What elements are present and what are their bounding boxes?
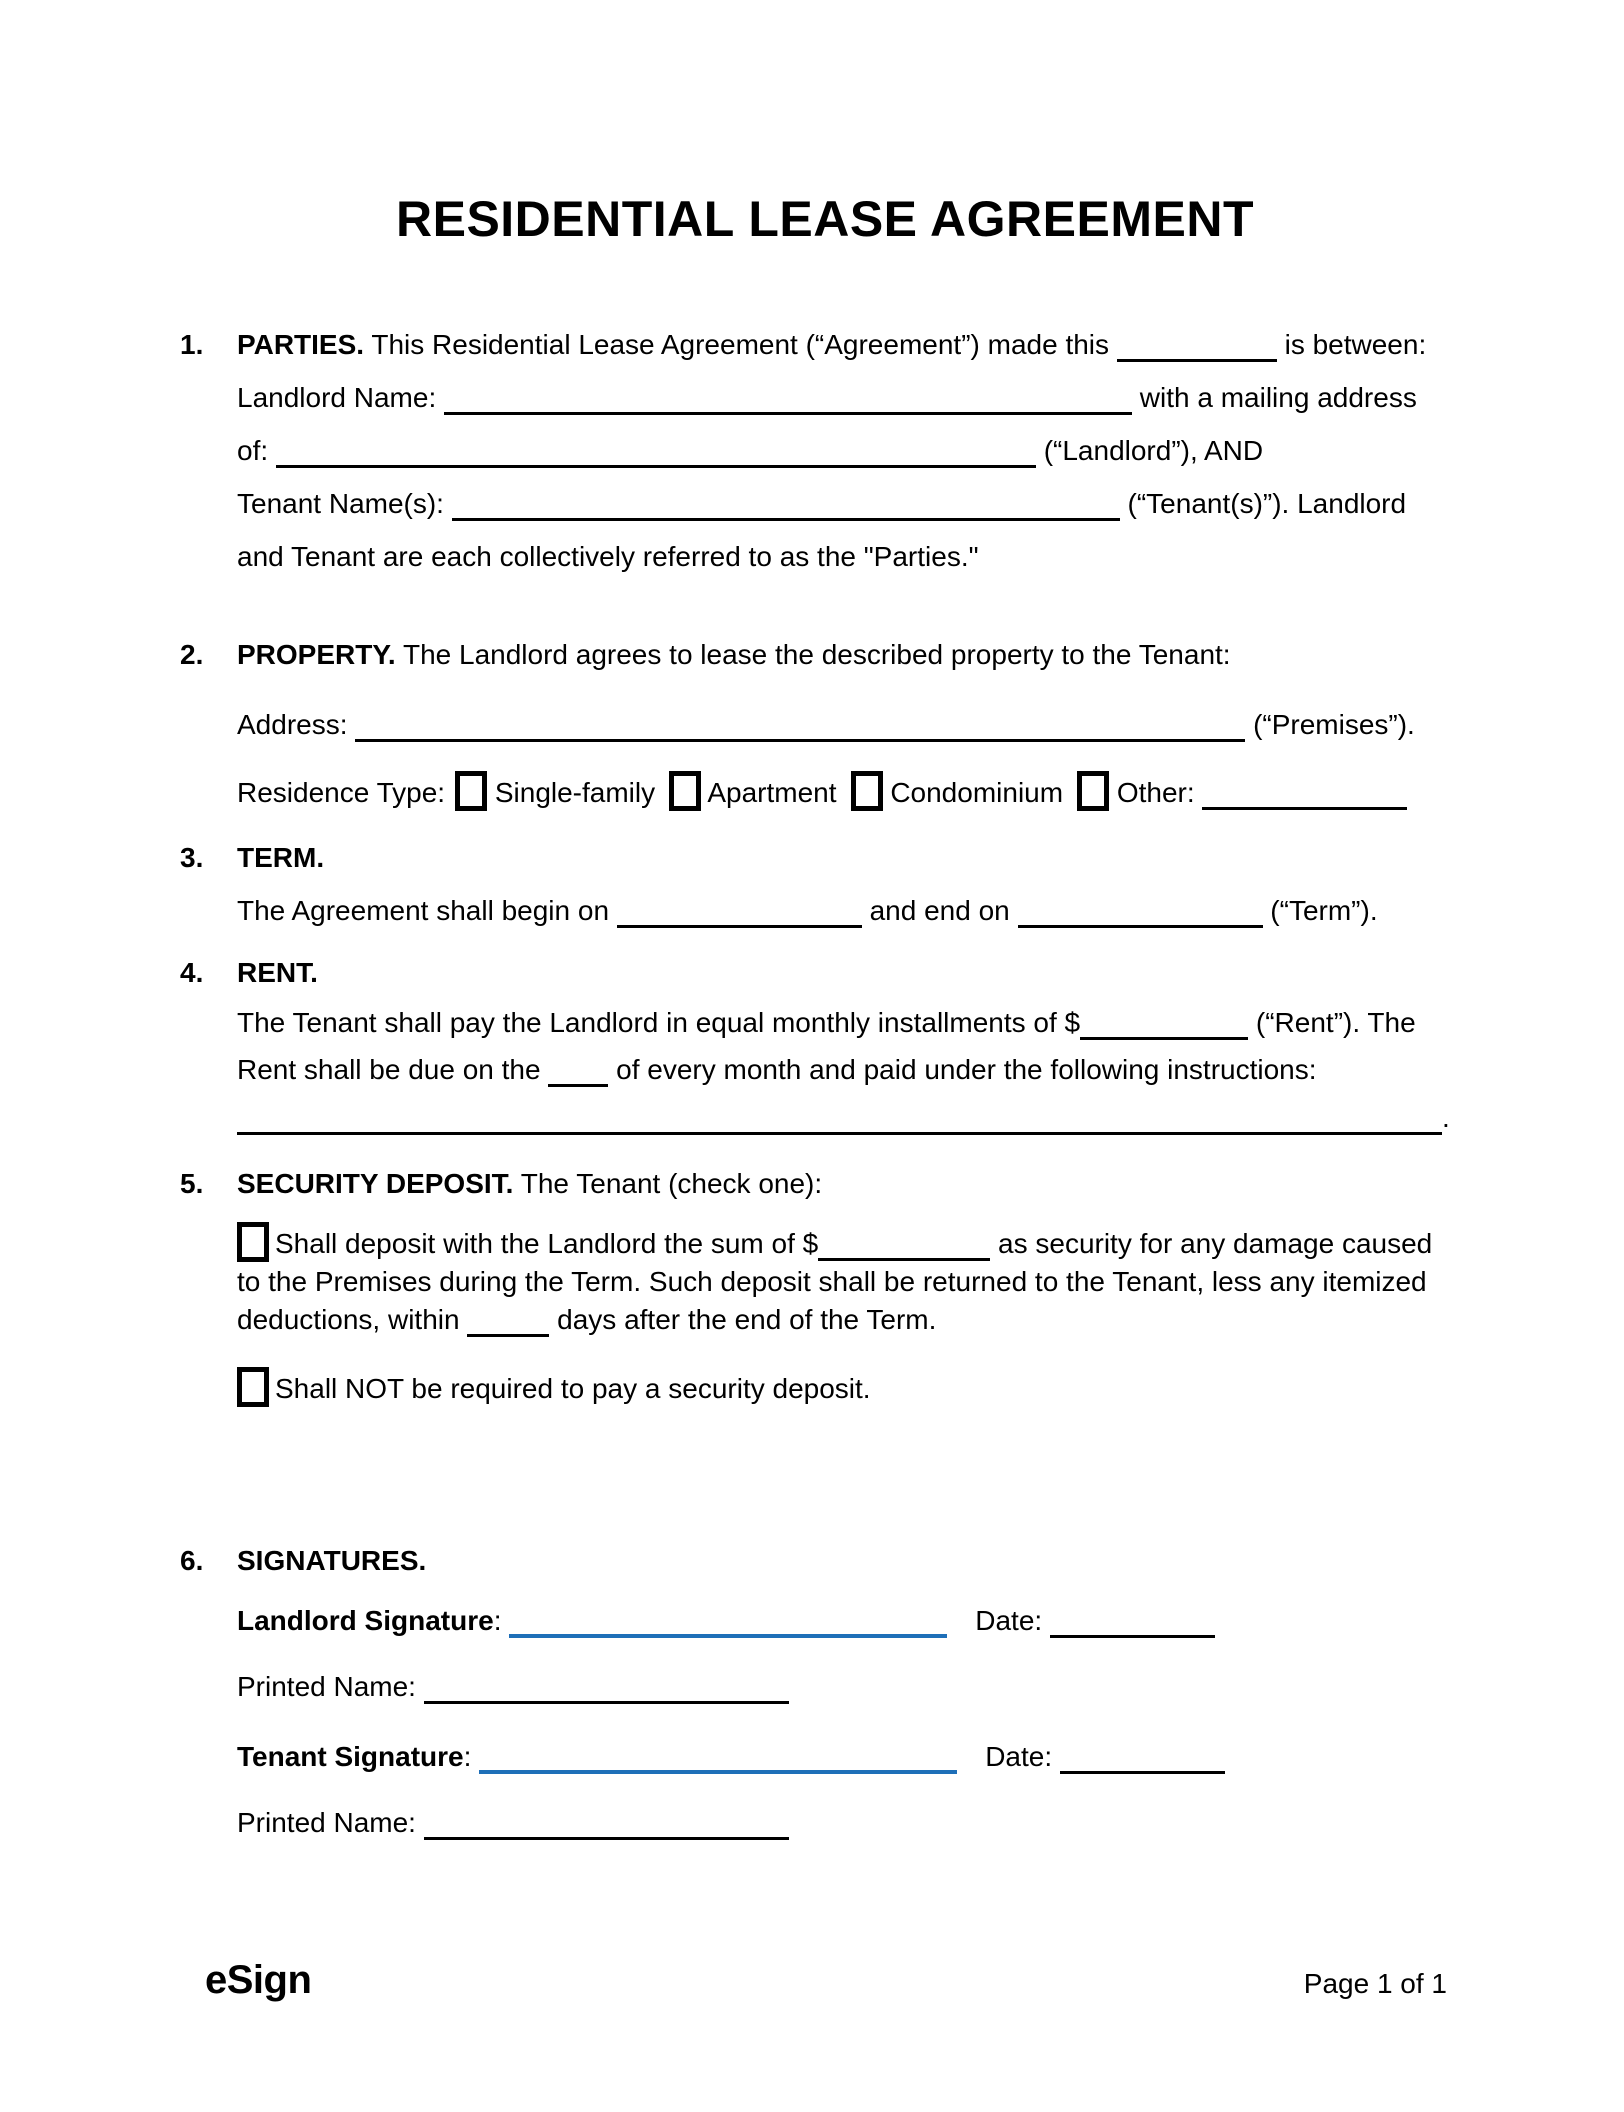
- esign-logo: eSign: [205, 1958, 312, 2002]
- opt1-line2: to the Premises during the Term. Such deposit shall be returned to the Tenant, less any itemized: [237, 1266, 1427, 1297]
- section-heading: PROPERTY.: [237, 639, 396, 670]
- residence-type-label: Residence Type:: [237, 777, 446, 808]
- property-heading-line: [237, 628, 1470, 681]
- term-mid: and end on: [869, 895, 1010, 926]
- rent-line2-tail: of every month and paid under the following instructions:: [616, 1054, 1317, 1085]
- section-heading: RENT.: [237, 957, 318, 988]
- security-intro: The Tenant (check one):: [520, 1168, 823, 1199]
- blank-begin-date: [617, 924, 862, 928]
- deposit-option2-line: [237, 1367, 1470, 1409]
- section-parties: [180, 318, 1470, 583]
- term-line: [237, 884, 1470, 937]
- parties-line-2: [237, 371, 1470, 424]
- rent-line1-tail: (“Rent”). The: [1255, 1007, 1416, 1038]
- address-label: Address:: [237, 709, 348, 740]
- term-start: The Agreement shall begin on: [237, 895, 610, 926]
- deposit-option1-line-3: [237, 1301, 1470, 1339]
- other-label: Other:: [1116, 777, 1195, 808]
- landlord-name-label: Landlord Name:: [237, 382, 437, 413]
- section-number: 6.: [180, 1545, 204, 1576]
- section-number: 2.: [180, 639, 204, 670]
- section-term: [180, 831, 1470, 937]
- deposit-option1-line-1: [237, 1222, 1470, 1263]
- section-heading: SECURITY DEPOSIT.: [237, 1168, 514, 1199]
- page-title: RESIDENTIAL LEASE AGREEMENT: [395, 191, 1255, 247]
- blank-rent-amount: [1080, 1036, 1248, 1040]
- checkbox-no-deposit[interactable]: [237, 1367, 269, 1407]
- opt1-line3-start: deductions, within: [237, 1304, 460, 1335]
- property-intro: The Landlord agrees to lease the described property to the Tenant:: [402, 639, 1231, 670]
- term-heading-line: [237, 831, 1470, 884]
- checkbox-other[interactable]: [1077, 771, 1109, 811]
- property-residence-line: [237, 766, 1470, 819]
- term-tail: (“Term”).: [1270, 895, 1378, 926]
- of-tail: (“Landlord”), AND: [1043, 435, 1264, 466]
- address-tail: (“Premises”).: [1253, 709, 1415, 740]
- tenant-name-label: Tenant Name(s):: [237, 488, 444, 519]
- printed-name-label: Printed Name:: [237, 1807, 416, 1838]
- landlord-signature-row: [237, 1601, 1470, 1641]
- tenant-printed-name-row: [237, 1803, 1470, 1843]
- parties-line-4: [237, 477, 1470, 530]
- section-property: [180, 628, 1470, 819]
- landlord-tail: with a mailing address: [1139, 382, 1417, 413]
- section-number: 5.: [180, 1168, 204, 1199]
- parties-line-5: [237, 530, 1470, 583]
- rent-line2-start: Rent shall be due on the: [237, 1054, 541, 1085]
- blank-landlord-printed-name: [424, 1700, 789, 1704]
- tenant-signature-label: Tenant Signature: [237, 1741, 464, 1772]
- blank-tenant-printed-name: [424, 1836, 789, 1840]
- residence-option-label: Condominium: [890, 777, 1064, 808]
- blank-end-date: [1018, 924, 1263, 928]
- tenant-signature-field[interactable]: [479, 1769, 957, 1774]
- blank-tenant-names: [452, 517, 1120, 521]
- blank-agreement-date: [1117, 358, 1277, 362]
- opt1-line1-start: Shall deposit with the Landlord the sum of $: [275, 1228, 819, 1259]
- tenant-signature-row: [237, 1737, 1470, 1777]
- blank-rent-due-day: [548, 1083, 608, 1087]
- blank-landlord-address: [276, 464, 1036, 468]
- printed-name-label: Printed Name:: [237, 1671, 416, 1702]
- checkbox-shall-deposit[interactable]: [237, 1222, 269, 1262]
- tenant-tail: (“Tenant(s)”). Landlord: [1127, 488, 1407, 519]
- landlord-signature-label: Landlord Signature: [237, 1605, 494, 1636]
- section-security-deposit: [180, 1157, 1470, 1409]
- opt1-line1-tail: as security for any damage caused: [998, 1228, 1433, 1259]
- date-label: Date:: [985, 1741, 1053, 1772]
- parties-intro: This Residential Lease Agreement (“Agreement”) made this: [371, 329, 1110, 360]
- blank-tenant-sign-date: [1060, 1770, 1225, 1774]
- residence-option-label: Single-family: [494, 777, 656, 808]
- opt2-label: Shall NOT be required to pay a security deposit.: [275, 1373, 871, 1404]
- checkbox-condominium[interactable]: [851, 771, 883, 811]
- landlord-printed-name-row: [237, 1667, 1470, 1707]
- blank-payment-instructions: [237, 1131, 1442, 1135]
- page-number: Page 1 of 1: [1303, 1968, 1447, 1999]
- section-number: 1.: [180, 329, 204, 360]
- document-content: [180, 190, 1470, 1843]
- label-colon: :: [493, 1605, 502, 1636]
- blank-deposit-amount: [818, 1257, 990, 1261]
- opt1-line3-tail: days after the end of the Term.: [557, 1304, 937, 1335]
- blank-landlord-name: [444, 411, 1132, 415]
- property-address-line: [237, 698, 1470, 751]
- section-number: 4.: [180, 957, 204, 988]
- section-number: 3.: [180, 842, 204, 873]
- label-colon: :: [463, 1741, 472, 1772]
- section-heading: PARTIES.: [237, 329, 365, 360]
- of-label: of:: [237, 435, 269, 466]
- section-heading: SIGNATURES.: [237, 1545, 427, 1576]
- rent-line-2: [237, 1046, 1470, 1093]
- parties-line-1: [237, 318, 1470, 371]
- blank-landlord-sign-date: [1050, 1634, 1215, 1638]
- section-rent: [180, 946, 1470, 1137]
- rent-instructions-line: [237, 1099, 1470, 1137]
- section-heading: TERM.: [237, 842, 325, 873]
- rent-line1-start: The Tenant shall pay the Landlord in equal monthly installments of $: [237, 1007, 1081, 1038]
- signatures-heading-line: [237, 1534, 1470, 1587]
- checkbox-single-family[interactable]: [455, 771, 487, 811]
- landlord-signature-field[interactable]: [509, 1633, 947, 1638]
- date-label: Date:: [975, 1605, 1043, 1636]
- blank-property-address: [355, 738, 1245, 742]
- section-signatures: [180, 1534, 1470, 1843]
- page-footer: [205, 1958, 1447, 2003]
- parties-closing: and Tenant are each collectively referred to as the "Parties.": [237, 541, 979, 572]
- blank-other-residence: [1202, 806, 1407, 810]
- residence-option-label: Apartment: [707, 777, 837, 808]
- blank-deposit-return-days: [467, 1333, 549, 1337]
- parties-line-3: [237, 424, 1470, 477]
- parties-intro-tail: is between:: [1284, 329, 1427, 360]
- rent-heading-line: [237, 946, 1470, 999]
- deposit-option1-line-2: [237, 1263, 1470, 1301]
- rent-line-1: [237, 999, 1470, 1046]
- checkbox-apartment[interactable]: [669, 771, 701, 811]
- security-heading-line: [237, 1157, 1470, 1210]
- instructions-period: .: [1442, 1102, 1450, 1133]
